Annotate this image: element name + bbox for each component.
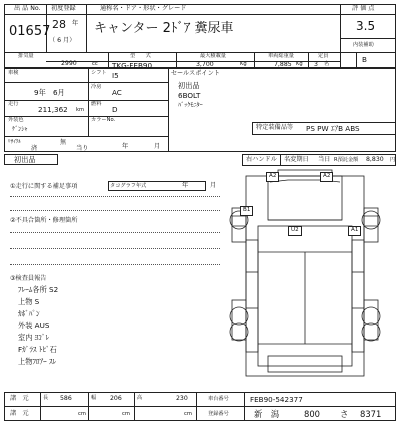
divider [4, 406, 396, 407]
cc-unit: cc [92, 61, 98, 67]
dotted-line [10, 264, 220, 265]
tacho-label: タコグラフ年式 [110, 183, 147, 189]
divider [340, 38, 396, 39]
inspector-line-2: 上物 S [18, 297, 40, 306]
divider [108, 52, 109, 68]
plate-label: 登録番号 [208, 411, 229, 417]
capacity-label: 定員 [318, 53, 329, 59]
divider [4, 116, 168, 117]
first-reg-month: （ 6 月） [49, 37, 76, 44]
transfer-label: 名変期日 [284, 156, 309, 163]
divider [252, 134, 396, 135]
divider [308, 52, 309, 68]
capacity-value: 3 [314, 61, 318, 68]
frame-value: FEB90-542377 [250, 395, 303, 404]
first-listing-text: 初出品 [14, 155, 36, 164]
shift-value: I5 [112, 71, 119, 80]
inspector-line-3: ｶﾎﾞﾊﾟﾝ [18, 309, 40, 318]
divider [340, 14, 396, 15]
recycle-month: 月 [154, 143, 161, 150]
divider [168, 68, 169, 152]
width-unit: cm [122, 411, 130, 417]
handle-label: 右ハンドル [246, 156, 277, 163]
dim-label-bottom: 諸 元 [10, 410, 29, 417]
mileage-unit: km [76, 107, 85, 113]
model-label: 型 式 [130, 53, 151, 59]
dotted-line [10, 210, 220, 211]
ac-value: AC [112, 88, 122, 97]
width-value: 206 [110, 395, 122, 402]
recycle-fee-unit: 円 [390, 157, 396, 163]
plate-kana: さ [340, 409, 349, 419]
divider [88, 116, 89, 136]
load-unit: Kg [240, 61, 247, 67]
divider [252, 122, 396, 123]
damage-label-a2-right: A2 [320, 172, 333, 182]
inspection-value: 9年 6月 [34, 88, 65, 97]
divider [254, 52, 255, 68]
divider [340, 52, 396, 53]
inspector-line-4: 外装 AUS [18, 321, 50, 330]
recycle-c: 当り [76, 145, 89, 152]
transfer-value: 当日 [318, 156, 331, 163]
length-value: 586 [60, 395, 72, 402]
class-label: 通称名・ドア・形状・グレード [100, 5, 187, 12]
inspector-line-6: Fｶﾞﾗｽ ﾄﾋﾞ石 [18, 345, 57, 354]
dim-label-top: 諸 元 [10, 395, 29, 402]
load-value: 3,700 [196, 61, 214, 68]
recycle-a: 済 [31, 145, 38, 152]
damage-label-b1: B1 [240, 206, 253, 216]
plate-region: 新 潟 [254, 409, 280, 419]
gvw-unit: Kg [296, 61, 303, 67]
sales-point-1: 初出品 [178, 81, 200, 90]
cc-value: 2990 [61, 60, 77, 67]
height-value: 230 [176, 395, 188, 402]
gvw-value: 7,885 [274, 61, 292, 68]
divider [4, 14, 340, 15]
interior-label: 内装補助 [353, 42, 374, 48]
score-value: 3.5 [356, 19, 376, 33]
divider [4, 100, 168, 101]
defect-label: ②不具合箇所・修理箇所 [10, 217, 78, 224]
inspector-line-7: 上物ﾌﾛｱｰ ｽﾚ [18, 357, 57, 366]
length-unit: cm [78, 411, 86, 417]
divider [4, 136, 168, 137]
dotted-line [10, 232, 220, 233]
ext-color-label: 外装色 [8, 117, 24, 123]
recycle-label: ﾘｻｲｸﾙ [8, 139, 21, 145]
interior-score: B [362, 55, 367, 64]
ac-label: 冷房 [91, 84, 102, 90]
tacho-year: 年 [182, 182, 189, 189]
ext-color-value: ｹﾞﾝｼｬ [12, 126, 28, 133]
sales-point-3: ﾊﾞｯｸﾓﾆﾀｰ [178, 102, 203, 109]
gvw-label: 車両総重量 [268, 53, 294, 59]
mileage-label: 走行 [8, 101, 19, 107]
plate-class: 800 [304, 409, 320, 419]
mileage-value: 211,362 [38, 105, 68, 114]
tacho-month: 月 [210, 182, 217, 189]
recycle-fee-label: R預託金額 [334, 157, 359, 163]
inspector-line-5: 室内 ﾖｺﾞﾚ [18, 333, 50, 342]
sales-point-2: 6BOLT [178, 91, 201, 100]
fuel-label: 燃料 [91, 101, 102, 107]
sales-points-title: セールスポイント [171, 70, 220, 77]
shift-label: シフト [91, 70, 107, 76]
divider [88, 68, 89, 116]
repair-notes-label: ①走行に関する補足事項 [10, 183, 78, 190]
divider [134, 392, 135, 421]
cc-label: 排気量 [18, 53, 34, 59]
divider [176, 52, 177, 68]
color-no-label: カラーNo. [91, 117, 116, 123]
inspector-line-1: ﾌﾚｰﾑ各所 S2 [18, 285, 59, 294]
equipment-label: 特定装備品等 [256, 124, 294, 131]
equipment-value: PS PW ｴｱB ABS [306, 124, 360, 133]
divider [88, 392, 89, 421]
frame-label: 車台番号 [208, 396, 229, 402]
height-unit: cm [184, 411, 192, 417]
lot-label: 出 品 No. [14, 5, 41, 12]
damage-label-a2-left: A2 [266, 172, 279, 182]
fuel-value: D [112, 105, 118, 114]
inspector-report-title: ③検査員報告 [10, 275, 47, 282]
first-reg-label: 初度登録 [51, 5, 76, 12]
vehicle-name: キャンター 2ﾄﾞｱ 糞尿車 [94, 21, 234, 36]
recycle-fee-value: 8,830 [366, 156, 384, 163]
length-label: 長 [43, 395, 49, 401]
damage-label-a1: A1 [348, 226, 361, 236]
height-label: 高 [137, 395, 143, 401]
divider [86, 4, 87, 52]
first-reg-year: 28 [52, 18, 66, 31]
lot-number: 01657 [9, 24, 51, 39]
divider [252, 122, 253, 134]
model-value: TKG-FEB90 [112, 61, 153, 70]
divider [280, 154, 281, 166]
divider [244, 392, 245, 421]
dotted-line [10, 248, 220, 249]
recycle-year: 年 [122, 143, 129, 150]
damage-label-u2: U2 [288, 226, 302, 236]
divider [356, 52, 357, 68]
load-label: 最大積載量 [200, 53, 226, 59]
recycle-b: 無 [60, 139, 67, 146]
width-label: 幅 [91, 395, 97, 401]
plate-number: 8371 [360, 409, 382, 419]
divider [40, 392, 41, 421]
capacity-unit: 名 [324, 61, 330, 67]
truck-damage-diagram [226, 168, 392, 386]
divider [4, 82, 168, 83]
score-label: 評 価 点 [352, 5, 375, 12]
first-reg-year-unit: 年 [72, 20, 79, 27]
divider [196, 392, 197, 421]
dotted-line [10, 196, 220, 197]
inspection-label: 車検 [8, 70, 19, 76]
